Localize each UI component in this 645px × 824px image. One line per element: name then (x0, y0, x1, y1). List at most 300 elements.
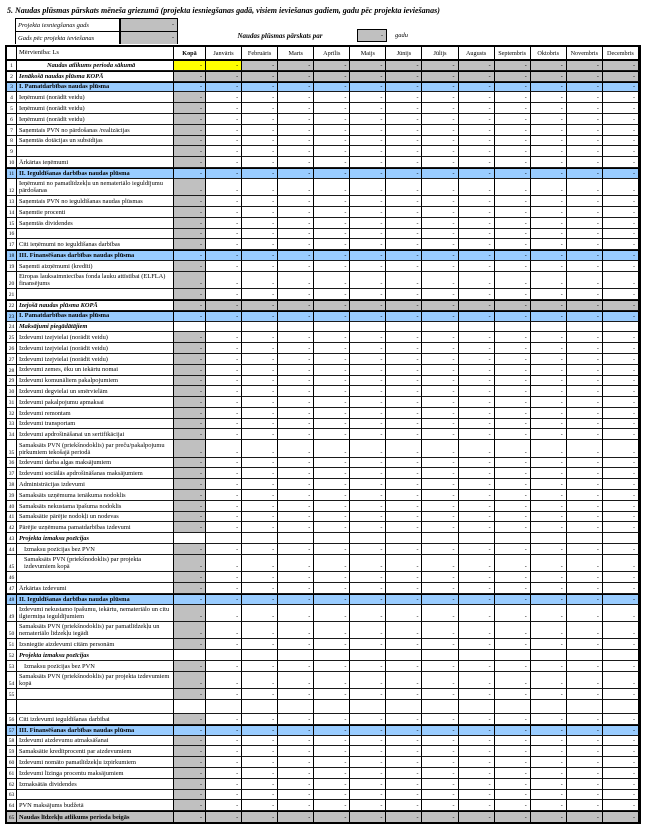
cell-month[interactable]: - (206, 179, 242, 196)
cell-month[interactable]: - (567, 605, 603, 622)
cell-month[interactable]: - (350, 757, 386, 768)
cell-month[interactable]: - (531, 251, 567, 261)
cell-month[interactable]: - (278, 397, 314, 408)
cell-month[interactable]: - (603, 146, 639, 157)
cell-month[interactable]: - (603, 218, 639, 229)
cell-month[interactable]: - (242, 479, 278, 490)
cell-kopa[interactable]: - (174, 522, 206, 533)
cell-month[interactable] (531, 533, 567, 544)
cell-month[interactable]: - (422, 343, 458, 354)
cell-kopa[interactable] (174, 322, 206, 333)
cell-month[interactable]: - (386, 522, 422, 533)
cell-month[interactable]: - (242, 365, 278, 376)
cell-month[interactable]: - (459, 83, 495, 93)
cell-month[interactable]: - (386, 218, 422, 229)
cell-month[interactable]: - (278, 169, 314, 179)
cell-month[interactable]: - (459, 512, 495, 523)
cell-month[interactable]: - (314, 272, 350, 289)
cell-month[interactable]: - (531, 736, 567, 747)
cell-month[interactable]: - (531, 429, 567, 440)
cell-month[interactable]: - (531, 239, 567, 250)
cell-kopa[interactable]: - (174, 812, 206, 822)
cell-month[interactable]: - (422, 622, 458, 639)
cell-month[interactable]: - (459, 605, 495, 622)
cell-kopa[interactable]: - (174, 639, 206, 650)
cell-month[interactable]: - (603, 572, 639, 583)
cell-month[interactable]: - (603, 207, 639, 218)
cell-month[interactable]: - (603, 229, 639, 240)
cell-month[interactable]: - (495, 272, 531, 289)
cell-kopa[interactable]: - (174, 736, 206, 747)
cell-month[interactable]: - (386, 419, 422, 430)
cell-month[interactable]: - (531, 622, 567, 639)
cell-kopa[interactable]: - (174, 468, 206, 479)
cell-month[interactable]: - (206, 261, 242, 272)
cell-month[interactable]: - (314, 125, 350, 136)
cell-month[interactable]: - (314, 544, 350, 555)
cell-month[interactable]: - (206, 343, 242, 354)
cell-kopa[interactable]: - (174, 114, 206, 125)
cell-month[interactable]: - (350, 726, 386, 736)
cell-month[interactable]: - (278, 768, 314, 779)
cell-month[interactable]: - (206, 169, 242, 179)
cell-month[interactable]: - (422, 572, 458, 583)
cell-month[interactable]: - (459, 72, 495, 82)
cell-month[interactable]: - (350, 479, 386, 490)
cell-kopa[interactable]: - (174, 779, 206, 790)
cell-kopa[interactable]: - (174, 746, 206, 757)
cell-month[interactable]: - (459, 429, 495, 440)
cell-month[interactable]: - (495, 229, 531, 240)
cell-month[interactable]: - (459, 726, 495, 736)
cell-month[interactable]: - (386, 289, 422, 300)
cell-month[interactable]: - (531, 229, 567, 240)
cell-month[interactable] (386, 322, 422, 333)
cell-month[interactable]: - (567, 639, 603, 650)
cell-month[interactable]: - (278, 595, 314, 605)
cell-month[interactable]: - (567, 251, 603, 261)
cell-month[interactable]: - (314, 397, 350, 408)
cell-month[interactable]: - (531, 114, 567, 125)
cell-month[interactable]: - (495, 440, 531, 457)
cell-month[interactable]: - (278, 301, 314, 311)
cell-month[interactable] (350, 533, 386, 544)
cell-kopa[interactable]: - (174, 661, 206, 672)
cell-month[interactable] (206, 700, 242, 714)
cell-month[interactable]: - (459, 332, 495, 343)
cell-kopa[interactable]: - (174, 354, 206, 365)
cell-month[interactable]: - (350, 419, 386, 430)
cell-month[interactable]: - (386, 179, 422, 196)
cell-month[interactable] (531, 700, 567, 714)
cell-month[interactable]: - (459, 125, 495, 136)
cell-month[interactable]: - (422, 736, 458, 747)
cell-kopa[interactable]: - (174, 490, 206, 501)
cell-month[interactable]: - (206, 408, 242, 419)
cell-month[interactable]: - (206, 790, 242, 801)
cell-month[interactable]: - (386, 726, 422, 736)
cell-month[interactable] (314, 650, 350, 661)
cell-month[interactable] (386, 650, 422, 661)
cell-month[interactable]: - (459, 354, 495, 365)
cell-month[interactable]: - (242, 661, 278, 672)
cell-month[interactable]: - (242, 768, 278, 779)
cell-month[interactable]: - (567, 408, 603, 419)
cell-month[interactable]: - (422, 179, 458, 196)
cell-kopa[interactable]: - (174, 555, 206, 572)
cell-month[interactable]: - (567, 490, 603, 501)
cell-month[interactable]: - (603, 289, 639, 300)
cell-month[interactable]: - (422, 261, 458, 272)
cell-month[interactable]: - (603, 522, 639, 533)
cell-month[interactable]: - (567, 354, 603, 365)
cell-month[interactable]: - (495, 365, 531, 376)
cell-month[interactable]: - (422, 501, 458, 512)
cell-month[interactable]: - (206, 757, 242, 768)
cell-month[interactable]: - (567, 179, 603, 196)
cell-month[interactable]: - (422, 790, 458, 801)
cell-month[interactable]: - (459, 746, 495, 757)
cell-month[interactable]: - (350, 125, 386, 136)
cell-month[interactable]: - (495, 251, 531, 261)
cell-month[interactable]: - (459, 229, 495, 240)
cell-month[interactable]: - (567, 207, 603, 218)
cell-month[interactable]: - (459, 169, 495, 179)
cell-month[interactable]: - (422, 583, 458, 594)
cell-month[interactable]: - (350, 365, 386, 376)
cell-month[interactable]: - (459, 583, 495, 594)
cell-month[interactable]: - (459, 92, 495, 103)
cell-month[interactable]: - (350, 83, 386, 93)
cell-month[interactable]: - (350, 218, 386, 229)
cell-month[interactable]: - (531, 72, 567, 82)
cell-kopa[interactable]: - (174, 251, 206, 261)
cell-month[interactable]: - (603, 386, 639, 397)
cell-month[interactable]: - (206, 272, 242, 289)
cell-kopa[interactable]: - (174, 146, 206, 157)
cell-month[interactable]: - (603, 365, 639, 376)
cell-month[interactable]: - (459, 376, 495, 387)
cell-kopa[interactable]: - (174, 512, 206, 523)
cell-month[interactable]: - (350, 490, 386, 501)
cell-month[interactable]: - (567, 812, 603, 822)
cell-month[interactable]: - (459, 261, 495, 272)
cell-month[interactable]: - (386, 83, 422, 93)
cell-month[interactable]: - (567, 595, 603, 605)
cell-month[interactable]: - (206, 746, 242, 757)
cell-month[interactable] (278, 533, 314, 544)
cell-month[interactable]: - (603, 261, 639, 272)
cell-month[interactable]: - (603, 689, 639, 700)
cell-month[interactable] (206, 533, 242, 544)
cell-kopa[interactable]: - (174, 103, 206, 114)
cell-month[interactable] (422, 322, 458, 333)
cell-month[interactable]: - (242, 595, 278, 605)
cell-month[interactable]: - (495, 522, 531, 533)
cell-month[interactable] (242, 322, 278, 333)
cell-month[interactable]: - (242, 272, 278, 289)
cell-month[interactable]: - (314, 146, 350, 157)
cell-month[interactable]: - (422, 125, 458, 136)
cell-month[interactable]: - (278, 196, 314, 207)
cell-month[interactable]: - (531, 672, 567, 689)
cell-month[interactable]: - (314, 605, 350, 622)
cell-month[interactable]: - (314, 103, 350, 114)
cell-month[interactable]: - (350, 639, 386, 650)
cell-month[interactable]: - (459, 714, 495, 725)
cell-month[interactable]: - (242, 146, 278, 157)
cell-month[interactable]: - (422, 595, 458, 605)
cell-month[interactable]: - (314, 800, 350, 811)
cell-month[interactable]: - (531, 479, 567, 490)
cell-month[interactable]: - (350, 386, 386, 397)
cell-month[interactable]: - (350, 376, 386, 387)
cell-month[interactable]: - (278, 408, 314, 419)
cell-month[interactable]: - (314, 757, 350, 768)
cell-kopa[interactable]: - (174, 218, 206, 229)
cell-month[interactable]: - (495, 726, 531, 736)
cell-month[interactable]: - (314, 72, 350, 82)
cell-month[interactable]: - (386, 397, 422, 408)
cell-month[interactable]: - (350, 408, 386, 419)
cell-month[interactable]: - (422, 726, 458, 736)
cell-month[interactable]: - (567, 622, 603, 639)
cell-kopa[interactable]: - (174, 595, 206, 605)
cell-month[interactable]: - (603, 251, 639, 261)
cell-month[interactable]: - (206, 583, 242, 594)
cell-month[interactable]: - (314, 639, 350, 650)
cell-month[interactable]: - (422, 301, 458, 311)
cell-kopa[interactable]: - (174, 544, 206, 555)
cell-month[interactable]: - (242, 779, 278, 790)
cell-month[interactable]: - (206, 468, 242, 479)
cell-month[interactable]: - (386, 572, 422, 583)
cell-month[interactable]: - (350, 289, 386, 300)
cell-month[interactable]: - (567, 555, 603, 572)
cell-month[interactable]: - (206, 229, 242, 240)
cell-month[interactable]: - (422, 207, 458, 218)
cell-month[interactable]: - (531, 583, 567, 594)
cell-month[interactable]: - (278, 468, 314, 479)
cell-month[interactable]: - (495, 661, 531, 672)
cell-month[interactable]: - (278, 689, 314, 700)
cell-month[interactable] (422, 533, 458, 544)
cell-month[interactable] (278, 322, 314, 333)
cell-month[interactable]: - (350, 239, 386, 250)
cell-kopa[interactable]: - (174, 440, 206, 457)
cell-month[interactable]: - (531, 726, 567, 736)
cell-month[interactable]: - (386, 261, 422, 272)
cell-month[interactable]: - (531, 207, 567, 218)
cell-month[interactable]: - (278, 736, 314, 747)
cell-month[interactable]: - (422, 196, 458, 207)
cell-kopa[interactable] (174, 700, 206, 714)
cell-month[interactable]: - (603, 736, 639, 747)
cell-month[interactable]: - (422, 376, 458, 387)
cell-month[interactable]: - (603, 583, 639, 594)
cell-month[interactable]: - (459, 218, 495, 229)
cell-month[interactable]: - (206, 72, 242, 82)
cell-month[interactable]: - (531, 365, 567, 376)
cell-month[interactable]: - (314, 812, 350, 822)
cell-month[interactable]: - (422, 555, 458, 572)
cell-month[interactable]: - (495, 72, 531, 82)
cell-month[interactable]: - (603, 114, 639, 125)
cell-month[interactable]: - (350, 72, 386, 82)
cell-month[interactable]: - (603, 179, 639, 196)
cell-month[interactable]: - (314, 332, 350, 343)
cell-month[interactable]: - (495, 397, 531, 408)
cell-kopa[interactable]: - (174, 72, 206, 82)
cell-month[interactable]: - (567, 218, 603, 229)
cell-month[interactable]: - (206, 639, 242, 650)
cell-month[interactable]: - (206, 622, 242, 639)
cell-month[interactable]: - (459, 572, 495, 583)
cell-month[interactable]: - (567, 312, 603, 322)
cell-month[interactable]: - (386, 595, 422, 605)
cell-month[interactable]: - (386, 301, 422, 311)
cell-month[interactable]: - (278, 83, 314, 93)
cell-month[interactable]: - (603, 332, 639, 343)
cell-month[interactable]: - (422, 768, 458, 779)
cell-month[interactable] (206, 322, 242, 333)
cell-month[interactable]: - (459, 468, 495, 479)
cell-month[interactable] (242, 700, 278, 714)
cell-month[interactable]: - (242, 512, 278, 523)
cell-month[interactable]: - (495, 479, 531, 490)
cell-month[interactable]: - (531, 146, 567, 157)
cell-month[interactable]: - (386, 714, 422, 725)
cell-month[interactable]: - (242, 61, 278, 71)
cell-month[interactable]: - (495, 512, 531, 523)
cell-month[interactable] (459, 700, 495, 714)
cell-month[interactable]: - (459, 544, 495, 555)
cell-month[interactable]: - (242, 812, 278, 822)
cell-month[interactable]: - (278, 289, 314, 300)
cell-month[interactable]: - (603, 512, 639, 523)
cell-month[interactable]: - (278, 726, 314, 736)
cell-month[interactable]: - (350, 272, 386, 289)
cell-month[interactable]: - (314, 343, 350, 354)
project-submission-year-input[interactable]: - (120, 18, 178, 31)
cell-month[interactable]: - (278, 251, 314, 261)
cell-month[interactable]: - (567, 689, 603, 700)
cell-month[interactable]: - (567, 726, 603, 736)
cell-kopa[interactable]: - (174, 207, 206, 218)
cell-month[interactable]: - (278, 229, 314, 240)
cell-month[interactable]: - (206, 61, 242, 71)
cell-month[interactable]: - (567, 522, 603, 533)
cell-month[interactable]: - (242, 572, 278, 583)
cell-month[interactable]: - (422, 458, 458, 469)
cell-month[interactable]: - (206, 386, 242, 397)
cell-kopa[interactable]: - (174, 501, 206, 512)
cell-month[interactable]: - (278, 661, 314, 672)
cell-month[interactable]: - (350, 746, 386, 757)
cell-month[interactable]: - (459, 501, 495, 512)
cell-month[interactable]: - (206, 544, 242, 555)
cell-month[interactable]: - (567, 468, 603, 479)
cell-month[interactable]: - (495, 800, 531, 811)
cell-month[interactable]: - (314, 790, 350, 801)
cell-month[interactable]: - (206, 595, 242, 605)
cell-kopa[interactable]: - (174, 419, 206, 430)
post-implementation-year-input[interactable]: - (120, 31, 178, 44)
cell-month[interactable]: - (278, 812, 314, 822)
cell-month[interactable]: - (278, 429, 314, 440)
cell-month[interactable]: - (350, 440, 386, 457)
cell-month[interactable]: - (386, 468, 422, 479)
cell-month[interactable]: - (531, 125, 567, 136)
cell-month[interactable]: - (314, 157, 350, 168)
cell-month[interactable]: - (350, 169, 386, 179)
cell-month[interactable]: - (386, 312, 422, 322)
cell-month[interactable]: - (278, 746, 314, 757)
cell-month[interactable]: - (603, 397, 639, 408)
cell-month[interactable]: - (422, 251, 458, 261)
cell-month[interactable]: - (206, 490, 242, 501)
cell-month[interactable]: - (386, 354, 422, 365)
cell-month[interactable]: - (206, 103, 242, 114)
cell-month[interactable]: - (350, 429, 386, 440)
cell-month[interactable]: - (242, 746, 278, 757)
cell-month[interactable]: - (495, 92, 531, 103)
cell-month[interactable]: - (314, 312, 350, 322)
cell-month[interactable]: - (531, 757, 567, 768)
cell-month[interactable] (386, 533, 422, 544)
cell-month[interactable]: - (422, 169, 458, 179)
cell-month[interactable]: - (531, 354, 567, 365)
cell-month[interactable]: - (495, 768, 531, 779)
cell-month[interactable]: - (278, 146, 314, 157)
cell-month[interactable]: - (314, 501, 350, 512)
cell-month[interactable]: - (386, 622, 422, 639)
cell-month[interactable]: - (242, 125, 278, 136)
cell-month[interactable]: - (567, 779, 603, 790)
cell-month[interactable]: - (459, 768, 495, 779)
cell-month[interactable]: - (603, 639, 639, 650)
cell-month[interactable]: - (531, 501, 567, 512)
cell-month[interactable]: - (206, 512, 242, 523)
cell-month[interactable]: - (242, 800, 278, 811)
cell-month[interactable]: - (386, 251, 422, 261)
cell-month[interactable]: - (422, 479, 458, 490)
cell-month[interactable] (459, 650, 495, 661)
cell-month[interactable]: - (278, 639, 314, 650)
cell-month[interactable]: - (206, 689, 242, 700)
cell-kopa[interactable]: - (174, 376, 206, 387)
cell-month[interactable]: - (459, 251, 495, 261)
cell-month[interactable]: - (567, 386, 603, 397)
cell-kopa[interactable]: - (174, 61, 206, 71)
cell-month[interactable]: - (314, 689, 350, 700)
cell-month[interactable]: - (531, 490, 567, 501)
cell-month[interactable]: - (350, 790, 386, 801)
cell-month[interactable]: - (206, 479, 242, 490)
cell-month[interactable]: - (603, 61, 639, 71)
cell-month[interactable]: - (350, 136, 386, 147)
cell-month[interactable]: - (459, 440, 495, 457)
cell-month[interactable]: - (242, 639, 278, 650)
cell-month[interactable]: - (386, 146, 422, 157)
cell-kopa[interactable]: - (174, 332, 206, 343)
cell-month[interactable]: - (314, 83, 350, 93)
cell-month[interactable]: - (206, 207, 242, 218)
cell-month[interactable]: - (242, 289, 278, 300)
cell-month[interactable]: - (422, 312, 458, 322)
cell-month[interactable]: - (314, 196, 350, 207)
cell-month[interactable] (459, 322, 495, 333)
